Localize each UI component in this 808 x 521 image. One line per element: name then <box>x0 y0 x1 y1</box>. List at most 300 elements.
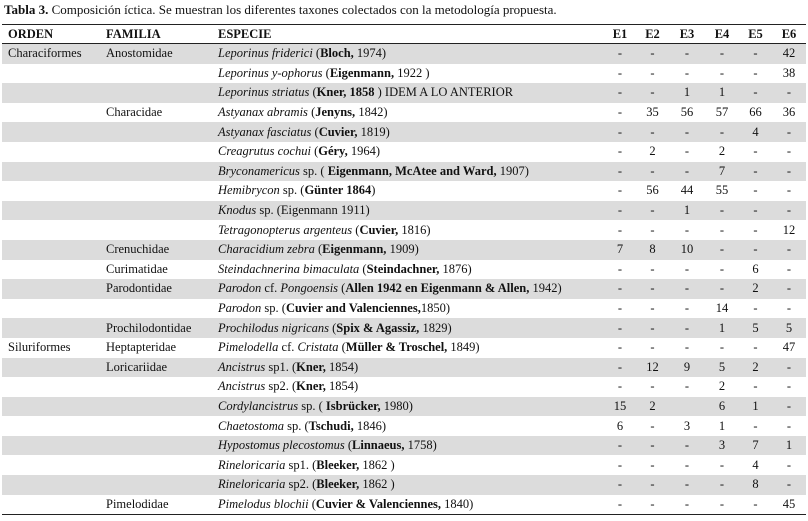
count-e2: 56 <box>646 183 659 198</box>
citation-text: 1854) <box>325 379 359 394</box>
header-orden: ORDEN <box>8 26 54 41</box>
count-e6: 47 <box>782 340 796 355</box>
table-row <box>2 122 806 142</box>
table-row <box>2 181 806 201</box>
taxon-name: Leporinus y-ophorus <box>218 65 323 80</box>
citation-text: 1862 ) <box>359 457 395 472</box>
count-e2: - <box>636 279 669 299</box>
count-e4: - <box>719 340 725 355</box>
caption-label: Tabla 3. <box>4 2 49 17</box>
count-e5: 2 <box>739 279 772 299</box>
count-e4: 7 <box>705 162 739 182</box>
citation-text: ( <box>329 320 337 335</box>
count-e2: - <box>650 457 655 472</box>
familia-cell: Loricariidae <box>100 358 212 378</box>
count-e5: 4 <box>739 122 772 142</box>
especie-cell <box>212 64 604 84</box>
count-e3: - <box>684 261 690 276</box>
header-especie: ESPECIE <box>218 26 272 41</box>
especie-cell <box>212 181 604 201</box>
taxon-name: Parodon <box>218 281 262 296</box>
count-e5: - <box>753 496 758 511</box>
taxon-name: Leporinus friderici <box>218 46 313 61</box>
count-e2: - <box>636 201 669 221</box>
table-row <box>2 240 806 260</box>
familia-cell <box>100 201 212 221</box>
author-name: Géry, <box>318 144 348 159</box>
count-e5: - <box>753 301 758 316</box>
taxon-name: Pongoensis <box>280 281 339 296</box>
citation-text: 1876) <box>439 261 472 276</box>
count-e2: - <box>650 340 655 355</box>
orden-cell <box>2 142 100 162</box>
header-e5: E5 <box>748 26 763 41</box>
table-row <box>2 279 806 299</box>
count-e2: - <box>650 301 655 316</box>
count-e1: - <box>604 44 636 64</box>
orden-cell <box>2 455 100 475</box>
count-e4: - <box>719 65 725 80</box>
count-e4: 14 <box>715 301 729 316</box>
count-e4: 1 <box>718 418 726 433</box>
count-e1: - <box>617 105 623 120</box>
count-e6: - <box>772 475 806 495</box>
header-e4: E4 <box>714 26 730 41</box>
count-e5: - <box>739 201 772 221</box>
count-e6: 42 <box>772 44 806 64</box>
citation-text: ( <box>359 261 367 276</box>
citation-text: sp1. ( <box>265 359 297 374</box>
count-e6: - <box>772 358 806 378</box>
header-row <box>2 25 806 44</box>
count-e2: - <box>650 65 655 80</box>
count-e6: - <box>772 397 806 417</box>
especie-cell <box>212 83 604 103</box>
count-e2: - <box>636 44 669 64</box>
count-e2: - <box>636 83 669 103</box>
count-e5: - <box>753 340 758 355</box>
count-e1: - <box>617 261 623 276</box>
count-e4: 5 <box>705 358 739 378</box>
especie-cell <box>212 436 604 456</box>
citation-text: 1849) <box>447 340 480 355</box>
especie-cell <box>212 299 604 319</box>
count-e3: - <box>684 65 690 80</box>
familia-cell <box>100 162 212 182</box>
citation-text: ( <box>310 144 319 159</box>
count-e5: 4 <box>752 457 759 472</box>
author-name: Eigenmann, McAtee and Ward, <box>327 163 497 178</box>
count-e2: - <box>636 318 669 338</box>
familia-cell: Parodontidae <box>100 279 212 299</box>
count-e1: 6 <box>616 418 624 433</box>
familia-cell <box>100 397 212 417</box>
taxon-name: Creagrutus cochui <box>218 144 311 159</box>
header-e6: E6 <box>781 26 797 41</box>
orden-cell <box>2 397 100 417</box>
especie-cell <box>212 162 604 182</box>
count-e1: 15 <box>604 397 636 417</box>
familia-cell <box>100 299 212 319</box>
familia-cell <box>100 181 212 201</box>
table-row <box>2 377 806 397</box>
count-e5: - <box>739 162 772 182</box>
familia-cell <box>100 436 212 456</box>
count-e1: - <box>604 318 636 338</box>
especie-cell <box>212 44 604 64</box>
citation-text: 1922 ) <box>394 65 430 80</box>
count-e5: - <box>739 240 772 260</box>
citation-text: cf. <box>278 340 298 355</box>
familia-cell <box>100 122 212 142</box>
count-e2: 12 <box>636 358 669 378</box>
count-e6: - <box>786 261 792 276</box>
citation-text: ( <box>314 242 323 257</box>
count-e3: 56 <box>680 105 694 120</box>
taxon-name: Cristata <box>297 340 339 355</box>
count-e5: - <box>753 379 758 394</box>
count-e2: - <box>650 222 655 237</box>
especie-cell <box>212 103 604 123</box>
citation-text: sp. (Eigenmann 1911) <box>256 203 370 218</box>
count-e1: - <box>617 144 623 159</box>
table-row <box>2 83 806 103</box>
citation-text: 1942) <box>529 281 562 296</box>
taxon-name: Rineloricaria <box>218 457 286 472</box>
count-e3: - <box>669 318 705 338</box>
familia-cell: Curimatidae <box>106 261 168 276</box>
count-e1: - <box>617 65 623 80</box>
count-e6: 5 <box>772 318 806 338</box>
count-e3: - <box>669 436 705 456</box>
table-row <box>2 318 806 338</box>
table-row <box>2 397 806 417</box>
count-e5: - <box>753 144 758 159</box>
count-e3: - <box>684 222 690 237</box>
count-e3: - <box>669 44 705 64</box>
citation-text: 1850) <box>420 301 450 316</box>
count-e4: - <box>719 496 725 511</box>
count-e5: 7 <box>739 436 772 456</box>
table-row <box>2 299 806 319</box>
count-e6: 1 <box>772 436 806 456</box>
familia-cell: Crenuchidae <box>100 240 212 260</box>
count-e6: - <box>786 457 792 472</box>
familia-cell: Prochilodontidae <box>100 318 212 338</box>
count-e1: - <box>617 301 623 316</box>
count-e5: 66 <box>749 105 762 120</box>
citation-text: 1846) <box>353 418 386 433</box>
count-e6: - <box>772 279 806 299</box>
author-name: Allen 1942 en Eigenmann & Allen, <box>345 281 530 296</box>
count-e3: - <box>669 279 705 299</box>
count-e3: - <box>684 496 690 511</box>
orden-cell <box>2 162 100 182</box>
citation-text: sp. ( <box>261 301 286 316</box>
count-e6: - <box>772 240 806 260</box>
orden-cell: Siluriformes <box>8 340 71 355</box>
count-e2: - <box>650 261 655 276</box>
count-e3: - <box>684 340 690 355</box>
author-name: Kner, <box>296 359 326 374</box>
count-e6: - <box>772 83 806 103</box>
orden-cell <box>2 475 100 495</box>
count-e4: - <box>705 44 739 64</box>
table-body <box>2 44 806 515</box>
citation-text: 1980) <box>380 398 413 413</box>
table-row <box>2 201 806 221</box>
familia-cell <box>100 83 212 103</box>
familia-cell <box>100 455 212 475</box>
count-e1: - <box>604 83 636 103</box>
author-name: Eigenmann, <box>329 65 395 80</box>
especie-cell <box>212 358 604 378</box>
table-row <box>2 436 806 456</box>
count-e5: 5 <box>739 318 772 338</box>
especie-cell <box>212 122 604 142</box>
familia-cell: Pimelodidae <box>106 496 169 511</box>
count-e3: - <box>669 122 705 142</box>
count-e3: 9 <box>669 358 705 378</box>
count-e5: - <box>739 83 772 103</box>
familia-cell <box>100 416 212 436</box>
count-e3: - <box>669 162 705 182</box>
citation-text: 1974) <box>353 46 387 61</box>
count-e5: - <box>753 222 758 237</box>
citation-text: 1909) <box>386 242 419 257</box>
author-name: Kner, 1858 <box>316 85 375 100</box>
count-e1: - <box>604 436 636 456</box>
count-e1: - <box>604 279 636 299</box>
especie-cell <box>212 260 604 280</box>
familia-cell <box>100 220 212 240</box>
especie-cell <box>212 338 604 358</box>
citation-text: 1907) <box>496 163 529 178</box>
taxon-name: Ancistrus <box>218 379 266 394</box>
taxon-name: Hemibrycon <box>218 183 280 198</box>
taxon-name: Pimelodella <box>218 340 279 355</box>
author-name: Isbrücker, <box>325 398 381 413</box>
especie-cell <box>212 240 604 260</box>
citation-text: 1842) <box>355 105 388 120</box>
count-e1: - <box>604 358 636 378</box>
count-e1: - <box>604 201 636 221</box>
count-e2: - <box>636 436 669 456</box>
author-name: Müller & Troschel, <box>345 340 448 355</box>
taxon-name: Leporinus striatus <box>218 85 310 100</box>
citation-text: 1829) <box>419 320 452 335</box>
count-e6: - <box>786 144 792 159</box>
count-e5: - <box>753 183 758 198</box>
count-e2: 2 <box>636 397 669 417</box>
orden-cell <box>2 279 100 299</box>
taxon-name: Astyanax abramis <box>218 105 308 120</box>
table-row <box>2 162 806 182</box>
citation-text: ( <box>322 65 330 80</box>
count-e4: 2 <box>718 379 726 394</box>
count-e5: 8 <box>739 475 772 495</box>
count-e2: - <box>636 122 669 142</box>
taxon-name: Bryconamericus <box>218 163 300 178</box>
table-row <box>2 64 806 84</box>
citation-text: ) IDEM A LO ANTERIOR <box>374 85 514 100</box>
citation-text: 1840) <box>441 496 474 511</box>
orden-cell <box>2 260 100 280</box>
author-name: Bloch, <box>320 46 354 61</box>
table-row <box>2 44 806 64</box>
familia-cell <box>100 142 212 162</box>
count-e2: - <box>650 496 655 511</box>
count-e3: - <box>684 301 690 316</box>
count-e1: - <box>604 122 636 142</box>
count-e6: 45 <box>782 496 796 511</box>
citation-text: 1758) <box>404 438 437 453</box>
orden-cell <box>2 83 100 103</box>
citation-text: sp. ( <box>299 163 328 178</box>
count-e6: - <box>786 379 792 394</box>
count-e6: - <box>772 201 806 221</box>
count-e1: - <box>604 162 636 182</box>
count-e1: - <box>604 475 636 495</box>
count-e5: 2 <box>739 358 772 378</box>
author-name: Spix & Agassiz, <box>336 320 420 335</box>
citation-text: sp2. ( <box>285 477 317 492</box>
citation-text: ( <box>308 496 316 511</box>
count-e4: - <box>705 475 739 495</box>
caption-text: Composición íctica. Se muestran los diferentes taxones colectados con la metodología propuesta. <box>48 2 557 17</box>
count-e4: 55 <box>715 183 729 198</box>
count-e1: - <box>617 379 623 394</box>
count-e6: - <box>786 301 792 316</box>
citation-text: ( <box>338 281 346 296</box>
familia-cell <box>100 377 212 397</box>
familia-cell <box>100 64 212 84</box>
citation-text: ( <box>338 340 346 355</box>
table-row <box>2 260 806 280</box>
count-e3: 1 <box>669 201 705 221</box>
citation-text: sp. ( <box>283 418 309 433</box>
count-e4: - <box>719 222 725 237</box>
taxon-name: Prochilodus nigricans <box>218 320 329 335</box>
count-e1: - <box>617 222 623 237</box>
especie-cell <box>212 142 604 162</box>
citation-text: ( <box>344 438 353 453</box>
count-e3 <box>669 397 705 417</box>
count-e1: - <box>617 457 623 472</box>
citation-text: ( <box>311 124 319 139</box>
author-name: Bleeker, <box>316 477 360 492</box>
count-e3: - <box>684 379 690 394</box>
count-e6: 12 <box>782 222 796 237</box>
count-e5: 6 <box>752 261 759 276</box>
table-caption <box>4 0 557 20</box>
taxon-name: Hypostomus plecostomus <box>218 438 345 453</box>
especie-cell <box>212 318 604 338</box>
orden-cell <box>2 358 100 378</box>
especie-cell <box>212 201 604 221</box>
familia-cell: Heptapteridae <box>106 340 177 355</box>
especie-cell <box>212 279 604 299</box>
count-e4: 1 <box>705 83 739 103</box>
count-e4: - <box>719 261 725 276</box>
table-row <box>2 338 806 358</box>
count-e3: 10 <box>669 240 705 260</box>
familia-cell: Anostomidae <box>100 44 212 64</box>
author-name: Kner, <box>296 379 326 394</box>
orden-cell <box>2 240 100 260</box>
citation-text: sp1. ( <box>285 457 317 472</box>
count-e2: - <box>636 162 669 182</box>
author-name: Linnaeus, <box>352 438 405 453</box>
count-e4: 57 <box>715 105 729 120</box>
taxon-name: Tetragonopterus argenteus <box>218 222 353 237</box>
count-e3: 44 <box>680 183 694 198</box>
count-e3: - <box>684 144 690 159</box>
count-e6: 36 <box>782 105 796 120</box>
orden-cell <box>2 318 100 338</box>
count-e4: 2 <box>718 144 726 159</box>
count-e3: - <box>669 475 705 495</box>
author-name: Steindachner, <box>366 261 440 276</box>
citation-text: sp2. ( <box>265 379 297 394</box>
taxon-name: Characidium zebra <box>218 242 315 257</box>
count-e4: 1 <box>705 318 739 338</box>
citation-text: ( <box>307 105 316 120</box>
table-row <box>2 495 806 515</box>
count-e2: - <box>636 475 669 495</box>
count-e6: - <box>772 162 806 182</box>
taxon-name: Pimelodus blochii <box>218 496 309 511</box>
citation-text: sp. ( <box>279 183 305 198</box>
count-e2: 8 <box>636 240 669 260</box>
header-familia: FAMILIA <box>106 26 161 41</box>
author-name: Cuvier and Valenciennes, <box>285 301 421 316</box>
taxon-name: Cordylancistrus <box>218 398 299 413</box>
count-e1: - <box>617 496 623 511</box>
count-e6: - <box>786 418 792 433</box>
count-e4: - <box>705 240 739 260</box>
citation-text: 1816) <box>398 222 431 237</box>
count-e4: - <box>719 457 725 472</box>
orden-cell <box>2 201 100 221</box>
count-e6: - <box>786 183 792 198</box>
citation-text: ( <box>312 46 321 61</box>
especie-cell <box>212 377 604 397</box>
table-row <box>2 220 806 240</box>
count-e5: 1 <box>739 397 772 417</box>
count-e4: - <box>705 201 739 221</box>
orden-cell <box>2 416 100 436</box>
citation-text: 1854) <box>325 359 359 374</box>
taxon-name: Rineloricaria <box>218 477 286 492</box>
especie-cell <box>212 455 604 475</box>
orden-cell <box>2 181 100 201</box>
citation-text: 1964) <box>347 144 381 159</box>
citation-text: ) <box>371 183 376 198</box>
orden-cell <box>2 299 100 319</box>
header-e2: E2 <box>645 26 660 41</box>
author-name: Cuvier, <box>318 124 358 139</box>
count-e6: - <box>772 122 806 142</box>
taxon-name: Steindachnerina bimaculata <box>218 261 360 276</box>
count-e1: 7 <box>604 240 636 260</box>
familia-cell <box>100 475 212 495</box>
count-e1: - <box>617 183 623 198</box>
citation-text: 1862 ) <box>359 477 395 492</box>
count-e5: - <box>753 65 758 80</box>
especie-cell <box>212 495 604 515</box>
taxon-name: Chaetostoma <box>218 418 284 433</box>
